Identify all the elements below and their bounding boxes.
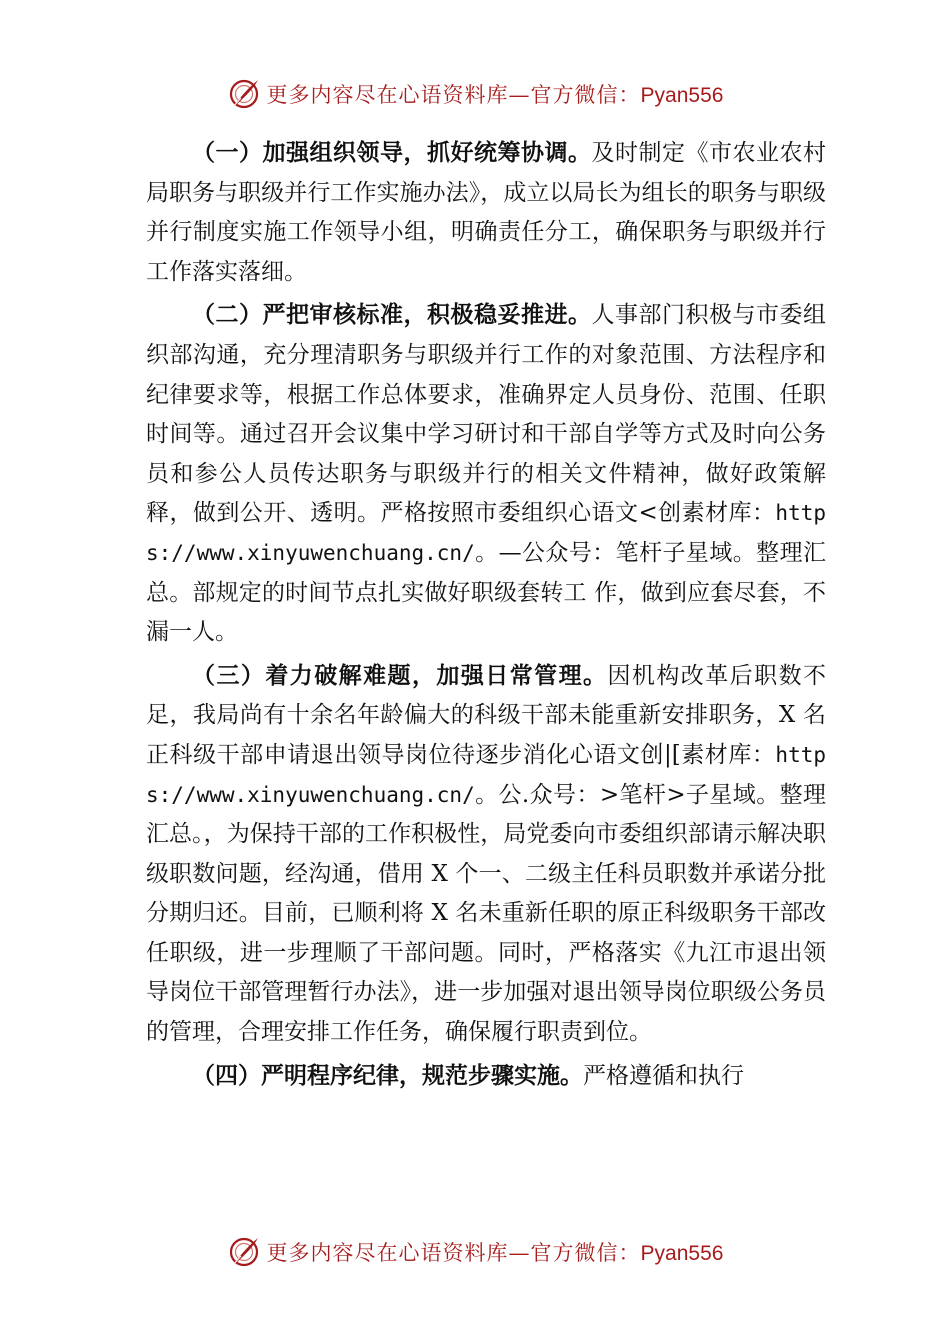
paragraph-3-body-b: 。公.众号：>笔杆>子星域。整理汇总。，为保持干部的工作积极性，局党委向市委组织部请示解决职级职数问题，经沟通，借用 X 个一、二级主任科员职数并承诺分批分期归还。目前，已顺利将 X 名未重新任职的原正科级职务干部改任职级，进一步理顺了干部问题。同时，严格落实《九江市退出领导岗位干部管理暂行办法》，进一步加强对退出领导岗位职级公务员的管理，合理安排工作任务，确保履行职责到位。	[146, 781, 826, 1046]
paragraph-3-heading: （三）着力破解难题，加强日常管理。	[192, 662, 608, 689]
watermark-wechat-id: Pyan556	[640, 1242, 724, 1265]
document-body	[146, 134, 826, 1096]
paragraph-2-body-b: 。—公众号：笔杆子星域。整理汇总。部规定的时间节点扎实做好职级套转工 作，做到应套尽套，不漏一人。	[146, 539, 826, 646]
paragraph-1	[146, 134, 826, 292]
paragraph-2-body-a: 人事部门积极与市委组织部沟通，充分理清职务与职级并行工作的对象范围、方法程序和纪律要求等，根据工作总体要求，准确界定人员身份、范围、任职时间等。通过召开会议集中学习研讨和干部自学等方式及时向公务员和参公人员传达职务与职级并行的相关文件精神，做好政策解释，做到公开、透明。严格按照市委组织心语文<创素材库：	[146, 302, 826, 527]
paragraph-2-url: https://www.xinyuwenchuang.cn/	[146, 501, 826, 565]
paragraph-4-heading: （四）严明程序纪律，规范步骤实施。	[192, 1062, 583, 1089]
quill-pen-logo-icon	[227, 77, 261, 111]
paragraph-1-heading: （一）加强组织领导，抓好统筹协调。	[192, 140, 592, 166]
quill-pen-logo-icon	[227, 1235, 261, 1269]
paragraph-3-body-a: 因机构改革后职数不足，我局尚有十余名年龄偏大的科级干部未能重新安排职务，X 名正科级干部申请退出领导岗位待逐步消化心语文创|[素材库：	[146, 662, 827, 768]
paragraph-1-body: 及时制定《市农业农村局职务与职级并行工作实施办法》，成立以局长为组长的职务与职级并行制度实施工作领导小组，明确责任分工，确保职务与职级并行工作落实落细。	[146, 140, 826, 285]
watermark-header	[0, 72, 950, 116]
paragraph-3	[146, 657, 826, 1053]
paragraph-2	[146, 296, 826, 652]
paragraph-4-body: 严格遵循和执行	[583, 1062, 744, 1089]
watermark-wechat-id: Pyan556	[640, 84, 724, 107]
paragraph-4	[146, 1057, 826, 1097]
paragraph-2-heading: （二）严把审核标准，积极稳妥推进。	[192, 302, 592, 329]
paragraph-3-url: https://www.xinyuwenchuang.cn/	[146, 742, 826, 807]
watermark-text: 更多内容尽在心语资料库—官方微信：	[266, 1241, 641, 1265]
watermark-text: 更多内容尽在心语资料库—官方微信：	[266, 83, 641, 107]
watermark-footer	[0, 1230, 950, 1274]
